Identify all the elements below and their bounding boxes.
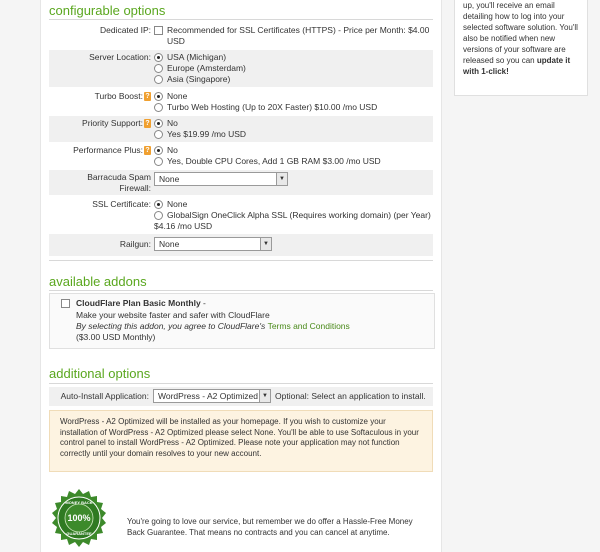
server-location-option-usa[interactable] (154, 52, 434, 63)
radio-selected[interactable] (154, 53, 163, 62)
chevron-down-icon: ▼ (276, 173, 287, 185)
sidebar-text: up, you'll receive an email detailing how to log into your selected software solution. You'll also be notified when new versions of your software are released so you can (463, 1, 578, 65)
dedicated-ip-option[interactable] (154, 25, 434, 47)
help-icon[interactable]: ? (145, 93, 150, 101)
auto-install-label: Auto-Install Application: (60, 391, 149, 401)
auto-install-select[interactable] (153, 389, 271, 403)
radio-selected[interactable] (154, 146, 163, 155)
turbo-boost-option-turbo[interactable] (154, 102, 434, 113)
railgun-select-value: None (159, 239, 180, 249)
ssl-certificate-row (49, 197, 433, 233)
ssl-price: $4.16 /mo USD (154, 221, 213, 231)
terms-link[interactable]: Terms and Conditions (267, 321, 350, 331)
server-location-option-europe[interactable] (154, 63, 434, 74)
option-text: Europe (Amsterdam) (167, 63, 246, 73)
radio[interactable] (154, 157, 163, 166)
addon-name-suffix: - (200, 298, 206, 308)
performance-plus-label-text: Performance Plus: (73, 145, 143, 155)
railgun-select[interactable] (154, 237, 272, 251)
addon-name: CloudFlare Plan Basic Monthly (76, 298, 201, 308)
priority-support-option-yes[interactable] (154, 129, 434, 140)
addon-description: Make your website faster and safer with CloudFlare (76, 310, 270, 320)
money-back-badge (49, 488, 109, 548)
radio[interactable] (154, 211, 163, 220)
option-text: GlobalSign OneClick Alpha SSL (Requires working domain) (per Year) (167, 210, 431, 220)
install-notice: WordPress - A2 Optimized will be installed as your homepage. If you wish to customize your installation of WordPress - A2 Optimized please select None. You'll be able to use Softaculous in your control panel to install WordPress - A2 Optimized. Please note your application may not function correctly until your domain resolves to your new account. (49, 410, 433, 472)
option-text: Turbo Web Hosting (Up to 20X Faster) $10.00 /mo USD (167, 102, 378, 112)
performance-plus-label (49, 145, 151, 156)
configurable-options-title: configurable options (49, 3, 166, 18)
barracuda-label-line1: Barracuda Spam (87, 172, 151, 182)
radio[interactable] (154, 103, 163, 112)
performance-plus-option-yes[interactable] (154, 156, 434, 167)
barracuda-label-line2: Firewall: (119, 183, 151, 193)
order-form-panel (40, 0, 442, 552)
option-text: Asia (Singapore) (167, 74, 231, 84)
option-text: None (167, 91, 188, 101)
barracuda-row (49, 170, 433, 195)
divider (49, 19, 433, 20)
radio[interactable] (154, 75, 163, 84)
chevron-down-icon: ▼ (259, 390, 270, 402)
divider (49, 383, 433, 384)
option-text: USA (Michigan) (167, 52, 227, 62)
dedicated-ip-row (49, 23, 433, 49)
turbo-boost-label (49, 91, 151, 102)
server-location-option-asia[interactable] (154, 74, 434, 85)
barracuda-select[interactable] (154, 172, 288, 186)
railgun-label: Railgun: (119, 239, 151, 249)
sidebar-info-box (454, 0, 588, 96)
option-text: Yes, Double CPU Cores, Add 1 GB RAM $3.00 /mo USD (167, 156, 381, 166)
option-text: No (167, 145, 178, 155)
divider (49, 260, 433, 261)
help-icon[interactable]: ? (145, 120, 150, 128)
badge-top-text: MONEY BACK (65, 500, 93, 505)
sidebar-strong-text: update it with 1-click! (463, 56, 571, 76)
radio-selected[interactable] (154, 200, 163, 209)
addon-price: ($3.00 USD Monthly) (76, 332, 156, 342)
addon-terms-text: By selecting this addon, you agree to CloudFlare's (76, 321, 268, 331)
addon-cloudflare (49, 293, 435, 349)
dedicated-ip-option-text: Recommended for SSL Certificates (HTTPS) - Price per Month: $4.00 USD (167, 25, 430, 46)
performance-plus-option-no[interactable] (154, 145, 434, 156)
radio-selected[interactable] (154, 119, 163, 128)
additional-options-title: additional options (49, 366, 151, 381)
auto-install-select-value: WordPress - A2 Optimized (158, 391, 258, 401)
ssl-option-globalsign[interactable] (154, 210, 434, 221)
radio[interactable] (154, 130, 163, 139)
railgun-row (49, 234, 433, 256)
server-location-label: Server Location: (89, 52, 151, 62)
performance-plus-row (49, 143, 433, 169)
turbo-boost-option-none[interactable] (154, 91, 434, 102)
guarantee-badge-icon (49, 488, 109, 548)
radio-selected[interactable] (154, 92, 163, 101)
server-location-row (49, 50, 433, 87)
available-addons-title: available addons (49, 274, 147, 289)
turbo-boost-label-text: Turbo Boost: (94, 91, 143, 101)
badge-bottom-text: GUARANTEE (66, 531, 92, 536)
option-text: None (167, 199, 188, 209)
dedicated-ip-checkbox[interactable] (154, 26, 163, 35)
dedicated-ip-label: Dedicated IP: (99, 25, 151, 35)
turbo-boost-row (49, 89, 433, 115)
priority-support-option-no[interactable] (154, 118, 434, 129)
help-icon[interactable]: ? (145, 147, 150, 155)
ssl-option-none[interactable] (154, 199, 434, 210)
badge-percent: 100% (67, 513, 91, 523)
auto-install-hint: Optional: Select an application to install. (275, 391, 426, 401)
priority-support-row (49, 116, 433, 142)
option-text: Yes $19.99 /mo USD (167, 129, 247, 139)
priority-support-label (49, 118, 151, 129)
priority-support-label-text: Priority Support: (82, 118, 143, 128)
ssl-certificate-label: SSL Certificate: (92, 199, 151, 209)
auto-install-row (49, 387, 433, 406)
guarantee-text: You're going to love our service, but remember we do offer a Hassle-Free Money Back Guarantee. That means no contracts and you can cancel at anytime. (127, 517, 413, 537)
option-text: No (167, 118, 178, 128)
chevron-down-icon: ▼ (260, 238, 271, 250)
barracuda-select-value: None (159, 174, 180, 184)
divider (49, 290, 433, 291)
barracuda-label (49, 172, 151, 194)
addon-cloudflare-checkbox[interactable] (61, 299, 70, 308)
radio[interactable] (154, 64, 163, 73)
